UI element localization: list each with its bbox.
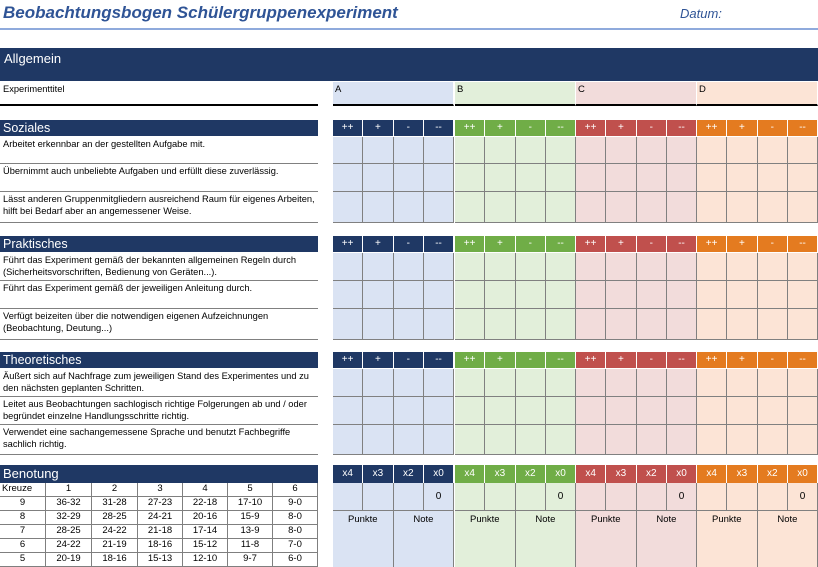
rating-cell-a-0[interactable] — [333, 425, 363, 455]
grade-table-cell: 24-22 — [46, 539, 92, 553]
grade-table-cell: 9-7 — [228, 553, 273, 567]
rating-cell-d-0[interactable] — [697, 137, 727, 164]
sum-cell-a-2[interactable] — [394, 483, 424, 511]
rating-cell-c-3[interactable] — [667, 192, 697, 223]
grade-table-header: 3 — [138, 483, 183, 497]
note-cell-c[interactable]: Note — [637, 511, 698, 567]
rating-header-a-1: + — [363, 236, 392, 252]
note-cell-a[interactable]: Note — [394, 511, 455, 567]
grade-table-cell: 11-8 — [228, 539, 273, 553]
rating-cell-d-3[interactable] — [788, 164, 818, 192]
sum-cell-a-0[interactable] — [333, 483, 363, 511]
grade-table-cell: 31-28 — [92, 497, 138, 511]
grade-table-cell: 24-22 — [92, 525, 138, 539]
grade-table-cell: 8-0 — [273, 511, 318, 525]
rating-cell-c-0[interactable] — [576, 137, 606, 164]
criterion-label: Leitet aus Beobachtungen sachlogisch richtige Folgerungen ab und / oder begründet einzelne Handlungsschritte richtig. — [0, 397, 318, 425]
rating-header-b-3: -- — [546, 352, 575, 368]
rating-header-c-1: + — [606, 352, 635, 368]
grade-table-cell: 32-29 — [46, 511, 92, 525]
rating-cell-a-0[interactable] — [333, 192, 363, 223]
rating-cell-a-2[interactable] — [394, 164, 424, 192]
rating-cell-b-0[interactable] — [455, 281, 485, 309]
rating-cell-d-2[interactable] — [758, 137, 788, 164]
rating-cell-b-0[interactable] — [455, 397, 485, 425]
rating-cell-c-2[interactable] — [637, 369, 667, 397]
rating-cell-b-1[interactable] — [485, 397, 515, 425]
criterion-label: Lässt anderen Gruppenmitgliedern ausreichend Raum für eigenes Arbeiten, hilft bei Bedarf aber an angemessener Weise. — [0, 192, 318, 223]
grade-table-cell: 17-14 — [183, 525, 228, 539]
grade-table-cell: 15-13 — [138, 553, 183, 567]
criterion-label: Äußert sich auf Nachfrage zum jeweiligen Stand des Experimentes und zu den nächsten geplanten Schritten. — [0, 369, 318, 397]
multiplier-header-c-0: x4 — [576, 465, 605, 483]
page-title: Beobachtungsbogen Schülergruppenexperiment — [3, 3, 398, 22]
rating-cell-a-1[interactable] — [363, 137, 393, 164]
grade-table-cell: 27-23 — [138, 497, 183, 511]
criterion-label: Verwendet eine sachangemessene Sprache und benutzt Fachbegriffe sachlich richtig. — [0, 425, 318, 455]
rating-header-a-0: ++ — [333, 120, 362, 136]
rating-header-b-2: - — [516, 120, 545, 136]
rating-cell-a-1[interactable] — [363, 397, 393, 425]
grade-table-cell: 22-18 — [183, 497, 228, 511]
rating-cell-c-3[interactable] — [667, 397, 697, 425]
rating-header-a-2: - — [394, 120, 423, 136]
rating-cell-c-1[interactable] — [606, 137, 636, 164]
rating-header-d-2: - — [758, 120, 787, 136]
grade-table-cell: 20-19 — [46, 553, 92, 567]
grade-table-cell: 28-25 — [46, 525, 92, 539]
rating-cell-c-1[interactable] — [606, 309, 636, 340]
grade-table-cell: 6-0 — [273, 553, 318, 567]
rating-cell-a-0[interactable] — [333, 164, 363, 192]
sum-cell-c-1[interactable] — [606, 483, 636, 511]
grade-table-header: 6 — [273, 483, 318, 497]
rating-cell-a-1[interactable] — [363, 281, 393, 309]
rating-cell-a-2[interactable] — [394, 425, 424, 455]
grade-table-cell: 28-25 — [92, 511, 138, 525]
rating-header-d-3: -- — [788, 236, 817, 252]
rating-header-b-1: + — [485, 120, 514, 136]
criterion-label: Führt das Experiment gemäß der jeweiligen Anleitung durch. — [0, 281, 318, 309]
rating-cell-a-2[interactable] — [394, 253, 424, 281]
rating-header-a-2: - — [394, 236, 423, 252]
rating-cell-a-2[interactable] — [394, 309, 424, 340]
sum-cell-d-1[interactable] — [727, 483, 757, 511]
rating-cell-d-3[interactable] — [788, 309, 818, 340]
rating-cell-c-2[interactable] — [637, 281, 667, 309]
rating-header-d-3: -- — [788, 352, 817, 368]
allgemein-band — [0, 48, 818, 81]
experimenttitel-label: Experimenttitel — [0, 82, 318, 106]
sum-cell-d-0[interactable] — [697, 483, 727, 511]
rating-cell-c-3[interactable] — [667, 369, 697, 397]
rating-cell-b-3[interactable] — [546, 137, 576, 164]
grade-table-cell: 6 — [0, 539, 46, 553]
rating-cell-b-0[interactable] — [455, 137, 485, 164]
multiplier-header-c-1: x3 — [606, 465, 635, 483]
rating-header-b-0: ++ — [455, 352, 484, 368]
rating-header-d-3: -- — [788, 120, 817, 136]
grade-table-header: 5 — [228, 483, 273, 497]
rating-cell-d-0[interactable] — [697, 309, 727, 340]
grade-table-cell: 24-21 — [138, 511, 183, 525]
rating-cell-c-2[interactable] — [637, 137, 667, 164]
multiplier-header-b-1: x3 — [485, 465, 514, 483]
rating-cell-b-2[interactable] — [516, 369, 546, 397]
multiplier-header-a-0: x4 — [333, 465, 362, 483]
rating-cell-a-3[interactable] — [424, 192, 454, 223]
rating-cell-b-0[interactable] — [455, 164, 485, 192]
rating-cell-d-2[interactable] — [758, 253, 788, 281]
rating-cell-d-0[interactable] — [697, 369, 727, 397]
rating-header-d-2: - — [758, 352, 787, 368]
rating-cell-a-3[interactable] — [424, 281, 454, 309]
grade-table-cell: 15-9 — [228, 511, 273, 525]
grade-table-cell: 8 — [0, 511, 46, 525]
note-cell-b[interactable]: Note — [516, 511, 577, 567]
rating-header-d-1: + — [727, 352, 756, 368]
rating-cell-b-2[interactable] — [516, 192, 546, 223]
datum-label: Datum: — [680, 6, 722, 21]
rating-cell-d-1[interactable] — [727, 425, 757, 455]
grade-table-cell: 5 — [0, 553, 46, 567]
rating-cell-a-0[interactable] — [333, 309, 363, 340]
multiplier-header-d-3: x0 — [788, 465, 817, 483]
allgemein-title: Allgemein — [4, 51, 62, 66]
rating-cell-c-0[interactable] — [576, 253, 606, 281]
rating-header-a-3: -- — [424, 120, 453, 136]
rating-cell-c-1[interactable] — [606, 253, 636, 281]
punkte-cell-b[interactable]: Punkte — [455, 511, 516, 567]
rating-cell-a-0[interactable] — [333, 369, 363, 397]
rating-cell-b-2[interactable] — [516, 164, 546, 192]
rating-header-b-2: - — [516, 352, 545, 368]
group-title-b[interactable]: B — [455, 82, 576, 106]
rating-cell-d-0[interactable] — [697, 253, 727, 281]
rating-cell-a-2[interactable] — [394, 137, 424, 164]
group-title-c[interactable]: C — [576, 82, 697, 106]
rating-cell-c-1[interactable] — [606, 192, 636, 223]
rating-cell-d-0[interactable] — [697, 397, 727, 425]
rating-header-d-0: ++ — [697, 352, 726, 368]
multiplier-header-d-1: x3 — [727, 465, 756, 483]
rating-cell-c-2[interactable] — [637, 192, 667, 223]
section-title-2: Theoretisches — [0, 352, 318, 368]
rating-cell-c-0[interactable] — [576, 164, 606, 192]
grade-table-cell: 36-32 — [46, 497, 92, 511]
rating-header-a-1: + — [363, 352, 392, 368]
rating-cell-d-1[interactable] — [727, 369, 757, 397]
grade-table-cell: 20-16 — [183, 511, 228, 525]
sum-cell-c-0[interactable] — [576, 483, 606, 511]
rating-cell-d-2[interactable] — [758, 281, 788, 309]
rating-header-c-1: + — [606, 120, 635, 136]
rating-cell-d-2[interactable] — [758, 397, 788, 425]
multiplier-header-b-3: x0 — [546, 465, 575, 483]
rating-cell-b-2[interactable] — [516, 137, 546, 164]
page-header — [0, 0, 818, 30]
rating-cell-c-2[interactable] — [637, 164, 667, 192]
rating-cell-c-3[interactable] — [667, 281, 697, 309]
rating-header-c-2: - — [637, 352, 666, 368]
rating-cell-b-3[interactable] — [546, 369, 576, 397]
rating-cell-c-1[interactable] — [606, 397, 636, 425]
rating-cell-c-3[interactable] — [667, 253, 697, 281]
sum-cell-b-1[interactable] — [485, 483, 515, 511]
rating-header-c-2: - — [637, 120, 666, 136]
multiplier-header-d-0: x4 — [697, 465, 726, 483]
rating-cell-b-2[interactable] — [516, 397, 546, 425]
rating-cell-b-1[interactable] — [485, 192, 515, 223]
rating-cell-b-1[interactable] — [485, 425, 515, 455]
rating-cell-b-1[interactable] — [485, 309, 515, 340]
rating-header-a-0: ++ — [333, 236, 362, 252]
rating-header-a-3: -- — [424, 352, 453, 368]
rating-cell-a-0[interactable] — [333, 253, 363, 281]
criterion-label: Verfügt beizeiten über die notwendigen eigenen Aufzeichnungen (Beobachtung, Deutung...) — [0, 309, 318, 340]
rating-cell-d-1[interactable] — [727, 281, 757, 309]
rating-cell-d-3[interactable] — [788, 425, 818, 455]
rating-cell-b-3[interactable] — [546, 164, 576, 192]
rating-cell-b-3[interactable] — [546, 397, 576, 425]
rating-cell-d-1[interactable] — [727, 309, 757, 340]
grade-table-cell: 15-12 — [183, 539, 228, 553]
rating-cell-d-3[interactable] — [788, 281, 818, 309]
multiplier-header-b-0: x4 — [455, 465, 484, 483]
rating-header-c-1: + — [606, 236, 635, 252]
grade-table-cell: 13-9 — [228, 525, 273, 539]
rating-header-b-3: -- — [546, 236, 575, 252]
benotung-title: Benotung — [0, 465, 318, 483]
grade-table-cell: 17-10 — [228, 497, 273, 511]
rating-cell-b-1[interactable] — [485, 137, 515, 164]
rating-cell-c-0[interactable] — [576, 425, 606, 455]
rating-header-d-1: + — [727, 120, 756, 136]
rating-cell-a-3[interactable] — [424, 309, 454, 340]
rating-cell-a-2[interactable] — [394, 281, 424, 309]
sum-cell-b-0[interactable] — [455, 483, 485, 511]
grade-table-header: 1 — [46, 483, 92, 497]
rating-cell-b-1[interactable] — [485, 164, 515, 192]
rating-cell-d-0[interactable] — [697, 192, 727, 223]
rating-header-b-3: -- — [546, 120, 575, 136]
rating-cell-d-3[interactable] — [788, 253, 818, 281]
rating-cell-d-1[interactable] — [727, 397, 757, 425]
rating-header-b-1: + — [485, 352, 514, 368]
rating-cell-d-2[interactable] — [758, 369, 788, 397]
grade-table-cell: 21-19 — [92, 539, 138, 553]
rating-cell-a-0[interactable] — [333, 397, 363, 425]
punkte-cell-a[interactable]: Punkte — [333, 511, 394, 567]
sum-cell-d-2[interactable] — [758, 483, 788, 511]
punkte-cell-d[interactable]: Punkte — [697, 511, 758, 567]
rating-cell-a-0[interactable] — [333, 281, 363, 309]
rating-header-c-3: -- — [667, 120, 696, 136]
rating-cell-c-1[interactable] — [606, 425, 636, 455]
rating-cell-b-0[interactable] — [455, 253, 485, 281]
rating-cell-b-3[interactable] — [546, 425, 576, 455]
rating-cell-a-3[interactable] — [424, 397, 454, 425]
grade-table-cell: 7-0 — [273, 539, 318, 553]
rating-cell-b-3[interactable] — [546, 309, 576, 340]
rating-cell-c-0[interactable] — [576, 397, 606, 425]
rating-cell-b-0[interactable] — [455, 192, 485, 223]
punkte-cell-c[interactable]: Punkte — [576, 511, 637, 567]
rating-cell-d-1[interactable] — [727, 164, 757, 192]
rating-cell-d-3[interactable] — [788, 192, 818, 223]
rating-cell-d-2[interactable] — [758, 425, 788, 455]
rating-cell-b-0[interactable] — [455, 309, 485, 340]
rating-header-a-2: - — [394, 352, 423, 368]
rating-header-d-0: ++ — [697, 120, 726, 136]
rating-header-b-2: - — [516, 236, 545, 252]
sum-cell-d-3[interactable]: 0 — [788, 483, 818, 511]
rating-cell-b-0[interactable] — [455, 425, 485, 455]
rating-header-a-0: ++ — [333, 352, 362, 368]
rating-cell-a-2[interactable] — [394, 369, 424, 397]
sum-cell-c-3[interactable]: 0 — [667, 483, 697, 511]
criterion-label: Übernimmt auch unbeliebte Aufgaben und erfüllt diese zuverlässig. — [0, 164, 318, 192]
multiplier-header-a-2: x2 — [394, 465, 423, 483]
rating-cell-d-3[interactable] — [788, 397, 818, 425]
rating-cell-a-2[interactable] — [394, 397, 424, 425]
rating-cell-a-1[interactable] — [363, 425, 393, 455]
rating-cell-b-2[interactable] — [516, 425, 546, 455]
multiplier-header-a-1: x3 — [363, 465, 392, 483]
multiplier-header-d-2: x2 — [758, 465, 787, 483]
rating-cell-a-1[interactable] — [363, 253, 393, 281]
criterion-label: Führt das Experiment gemäß der bekannten allgemeinen Regeln durch (Sicherheitsvorschriften, Bedienung von Geräten...). — [0, 253, 318, 281]
rating-header-c-3: -- — [667, 236, 696, 252]
rating-cell-c-1[interactable] — [606, 369, 636, 397]
section-title-0: Soziales — [0, 120, 318, 136]
rating-cell-d-0[interactable] — [697, 281, 727, 309]
rating-cell-c-1[interactable] — [606, 164, 636, 192]
rating-cell-d-0[interactable] — [697, 425, 727, 455]
rating-header-b-0: ++ — [455, 236, 484, 252]
multiplier-header-a-3: x0 — [424, 465, 453, 483]
rating-cell-a-1[interactable] — [363, 309, 393, 340]
rating-header-a-3: -- — [424, 236, 453, 252]
rating-cell-b-2[interactable] — [516, 309, 546, 340]
rating-cell-a-0[interactable] — [333, 137, 363, 164]
rating-header-b-1: + — [485, 236, 514, 252]
rating-cell-a-3[interactable] — [424, 164, 454, 192]
grade-table-cell: 18-16 — [138, 539, 183, 553]
rating-cell-c-0[interactable] — [576, 369, 606, 397]
rating-cell-b-0[interactable] — [455, 369, 485, 397]
rating-cell-a-2[interactable] — [394, 192, 424, 223]
grade-table-cell: 7 — [0, 525, 46, 539]
grade-table-cell: 12-10 — [183, 553, 228, 567]
rating-cell-c-0[interactable] — [576, 192, 606, 223]
rating-header-d-1: + — [727, 236, 756, 252]
rating-cell-d-1[interactable] — [727, 253, 757, 281]
sum-cell-c-2[interactable] — [637, 483, 667, 511]
rating-cell-c-2[interactable] — [637, 309, 667, 340]
note-cell-d[interactable]: Note — [758, 511, 818, 567]
criterion-label: Arbeitet erkennbar an der gestellten Aufgabe mit. — [0, 137, 318, 164]
rating-header-d-2: - — [758, 236, 787, 252]
multiplier-header-c-2: x2 — [637, 465, 666, 483]
rating-cell-b-3[interactable] — [546, 281, 576, 309]
rating-cell-c-1[interactable] — [606, 281, 636, 309]
rating-header-c-0: ++ — [576, 352, 605, 368]
rating-cell-c-3[interactable] — [667, 425, 697, 455]
rating-cell-c-2[interactable] — [637, 425, 667, 455]
sum-cell-a-3[interactable]: 0 — [424, 483, 454, 511]
grade-table-cell: 8-0 — [273, 525, 318, 539]
rating-cell-c-0[interactable] — [576, 309, 606, 340]
rating-header-b-0: ++ — [455, 120, 484, 136]
group-title-d[interactable]: D — [697, 82, 818, 106]
rating-cell-a-3[interactable] — [424, 425, 454, 455]
rating-cell-a-3[interactable] — [424, 369, 454, 397]
rating-cell-a-1[interactable] — [363, 164, 393, 192]
rating-cell-d-1[interactable] — [727, 137, 757, 164]
rating-cell-c-3[interactable] — [667, 137, 697, 164]
rating-cell-d-2[interactable] — [758, 192, 788, 223]
rating-cell-d-3[interactable] — [788, 369, 818, 397]
rating-cell-a-3[interactable] — [424, 253, 454, 281]
section-title-1: Praktisches — [0, 236, 318, 252]
grade-table-header: Kreuze — [0, 483, 46, 497]
rating-cell-d-2[interactable] — [758, 309, 788, 340]
grade-table-cell: 21-18 — [138, 525, 183, 539]
rating-cell-a-3[interactable] — [424, 137, 454, 164]
rating-header-a-1: + — [363, 120, 392, 136]
rating-header-c-0: ++ — [576, 120, 605, 136]
grade-table-header: 2 — [92, 483, 138, 497]
sum-cell-a-1[interactable] — [363, 483, 393, 511]
grade-table-cell: 18-16 — [92, 553, 138, 567]
rating-cell-c-2[interactable] — [637, 253, 667, 281]
rating-cell-c-3[interactable] — [667, 309, 697, 340]
rating-cell-b-3[interactable] — [546, 192, 576, 223]
grade-table-cell: 9 — [0, 497, 46, 511]
grade-table-header: 4 — [183, 483, 228, 497]
multiplier-header-b-2: x2 — [516, 465, 545, 483]
rating-cell-b-2[interactable] — [516, 253, 546, 281]
sum-cell-b-2[interactable] — [516, 483, 546, 511]
rating-cell-b-3[interactable] — [546, 253, 576, 281]
rating-cell-c-2[interactable] — [637, 397, 667, 425]
rating-cell-b-1[interactable] — [485, 253, 515, 281]
rating-cell-d-1[interactable] — [727, 192, 757, 223]
rating-header-c-0: ++ — [576, 236, 605, 252]
rating-cell-a-1[interactable] — [363, 192, 393, 223]
rating-cell-b-2[interactable] — [516, 281, 546, 309]
rating-header-d-0: ++ — [697, 236, 726, 252]
group-title-a[interactable]: A — [333, 82, 454, 106]
rating-cell-a-1[interactable] — [363, 369, 393, 397]
sum-cell-b-3[interactable]: 0 — [546, 483, 576, 511]
rating-cell-b-1[interactable] — [485, 281, 515, 309]
rating-cell-d-2[interactable] — [758, 164, 788, 192]
rating-header-c-3: -- — [667, 352, 696, 368]
rating-cell-c-3[interactable] — [667, 164, 697, 192]
rating-cell-d-3[interactable] — [788, 137, 818, 164]
multiplier-header-c-3: x0 — [667, 465, 696, 483]
rating-cell-b-1[interactable] — [485, 369, 515, 397]
grade-table-cell: 9-0 — [273, 497, 318, 511]
rating-cell-c-0[interactable] — [576, 281, 606, 309]
rating-header-c-2: - — [637, 236, 666, 252]
rating-cell-d-0[interactable] — [697, 164, 727, 192]
